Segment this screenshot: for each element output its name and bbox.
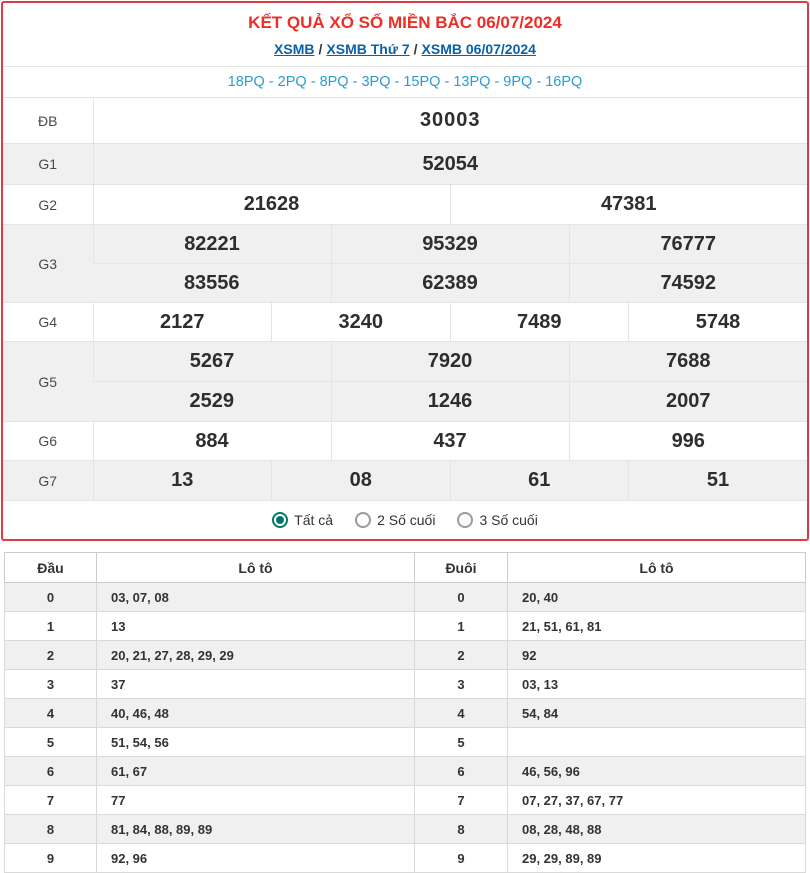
loto-row-2 [5,641,806,670]
prize-value: 884 [93,422,331,461]
loto-cell-list: 92, 96 [97,844,415,873]
loto-cell-duoi: 3 [415,670,508,699]
loto-cell-duoi: 8 [415,815,508,844]
prize-row-db [3,98,807,144]
loto-cell-list: 21, 51, 61, 81 [508,612,806,641]
prize-value: 996 [569,422,807,461]
breadcrumb-link-xsmb-thu-7[interactable]: XSMB Thứ 7 [326,41,410,57]
prize-value: 1246 [331,382,569,422]
loto-cell-list: 77 [97,786,415,815]
radio-3-so-cuoi[interactable] [457,512,537,528]
prize-value: 61 [450,461,629,501]
prize-value: 2007 [569,382,807,422]
col-header-loto-right: Lô tô [508,553,806,583]
loto-cell-dau: 2 [5,641,97,670]
prize-label-g4: G4 [3,303,93,342]
loto-cell-dau: 6 [5,757,97,786]
loto-cell-list: 03, 07, 08 [97,583,415,612]
prize-label-g6: G6 [3,422,93,461]
prize-value: 7489 [450,303,629,342]
radio-label: 2 Số cuối [377,512,436,528]
radio-selected-icon [272,512,288,528]
loto-cell-list: 13 [97,612,415,641]
loto-cell-dau: 8 [5,815,97,844]
prize-value: 7920 [331,342,569,382]
loto-section [4,552,806,873]
radio-label: Tất cả [294,512,334,528]
breadcrumb-link-xsmb-date[interactable]: XSMB 06/07/2024 [421,41,536,57]
loto-header-row [5,553,806,583]
loto-cell-list: 46, 56, 96 [508,757,806,786]
loto-cell-dau: 5 [5,728,97,757]
prize-value: 95329 [331,225,569,264]
loto-row-6 [5,757,806,786]
loto-cell-list: 20, 40 [508,583,806,612]
prize-value: 74592 [569,264,807,303]
radio-label: 3 Số cuối [479,512,538,528]
loto-cell-duoi: 9 [415,844,508,873]
loto-row-3 [5,670,806,699]
loto-cell-dau: 7 [5,786,97,815]
breadcrumb [3,35,807,66]
prize-label-g3: G3 [3,225,93,303]
loto-cell-duoi: 6 [415,757,508,786]
loto-cell-list: 08, 28, 48, 88 [508,815,806,844]
loto-cell-duoi: 0 [415,583,508,612]
loto-cell-list: 54, 84 [508,699,806,728]
prize-value: 13 [93,461,272,501]
prize-value: 08 [272,461,451,501]
radio-icon [355,512,371,528]
loto-cell-list: 20, 21, 27, 28, 29, 29 [97,641,415,670]
prize-value: 62389 [331,264,569,303]
filter-radios [3,501,807,539]
prize-value: 51 [629,461,808,501]
codes-line: 18PQ - 2PQ - 8PQ - 3PQ - 15PQ - 13PQ - 9PQ - 16PQ [3,66,807,97]
prize-value: 5267 [93,342,331,382]
radio-2-so-cuoi[interactable] [355,512,435,528]
loto-cell-dau: 4 [5,699,97,728]
prize-table [3,97,807,501]
prize-row-g5b [3,382,807,422]
loto-cell-duoi: 5 [415,728,508,757]
loto-row-0 [5,583,806,612]
col-header-loto-left: Lô tô [97,553,415,583]
loto-cell-list: 81, 84, 88, 89, 89 [97,815,415,844]
prize-row-g5 [3,342,807,382]
prize-value: 76777 [569,225,807,264]
result-box [1,1,809,541]
loto-cell-list: 40, 46, 48 [97,699,415,728]
col-header-dau: Đầu [5,553,97,583]
loto-cell-dau: 9 [5,844,97,873]
loto-cell-duoi: 1 [415,612,508,641]
prize-row-g1 [3,144,807,185]
loto-cell-list: 61, 67 [97,757,415,786]
loto-cell-list: 92 [508,641,806,670]
loto-row-4 [5,699,806,728]
loto-cell-list: 07, 27, 37, 67, 77 [508,786,806,815]
prize-value: 437 [331,422,569,461]
prize-value-db: 30003 [93,98,807,144]
prize-value: 7688 [569,342,807,382]
prize-label-g2: G2 [3,185,93,225]
prize-value: 52054 [93,144,807,185]
prize-value: 3240 [272,303,451,342]
prize-value: 5748 [629,303,808,342]
prize-value: 47381 [450,185,807,225]
prize-row-g7 [3,461,807,501]
prize-row-g3b [3,264,807,303]
prize-label-db: ĐB [3,98,93,144]
loto-cell-dau: 0 [5,583,97,612]
breadcrumb-separator: / [413,41,418,57]
loto-row-8 [5,815,806,844]
prize-row-g3 [3,225,807,264]
loto-cell-list [508,728,806,757]
loto-cell-dau: 3 [5,670,97,699]
loto-cell-list: 03, 13 [508,670,806,699]
loto-cell-duoi: 7 [415,786,508,815]
prize-label-g5: G5 [3,342,93,422]
prize-row-g2 [3,185,807,225]
loto-cell-list: 29, 29, 89, 89 [508,844,806,873]
loto-cell-duoi: 2 [415,641,508,670]
loto-table [4,552,806,873]
loto-cell-duoi: 4 [415,699,508,728]
loto-row-9 [5,844,806,873]
loto-row-5 [5,728,806,757]
prize-value: 21628 [93,185,450,225]
loto-row-1 [5,612,806,641]
loto-row-7 [5,786,806,815]
prize-value: 2127 [93,303,272,342]
radio-tat-ca[interactable] [272,512,333,528]
prize-row-g4 [3,303,807,342]
prize-row-g6 [3,422,807,461]
breadcrumb-link-xsmb[interactable]: XSMB [274,41,315,57]
prize-value: 82221 [93,225,331,264]
breadcrumb-separator: / [318,41,323,57]
loto-cell-list: 51, 54, 56 [97,728,415,757]
loto-cell-list: 37 [97,670,415,699]
prize-label-g7: G7 [3,461,93,501]
prize-value: 83556 [93,264,331,303]
loto-cell-dau: 1 [5,612,97,641]
radio-icon [457,512,473,528]
prize-label-g1: G1 [3,144,93,185]
prize-value: 2529 [93,382,331,422]
col-header-duoi: Đuôi [415,553,508,583]
page-title: KẾT QUẢ XỔ SỐ MIỀN BẮC 06/07/2024 [248,13,562,32]
